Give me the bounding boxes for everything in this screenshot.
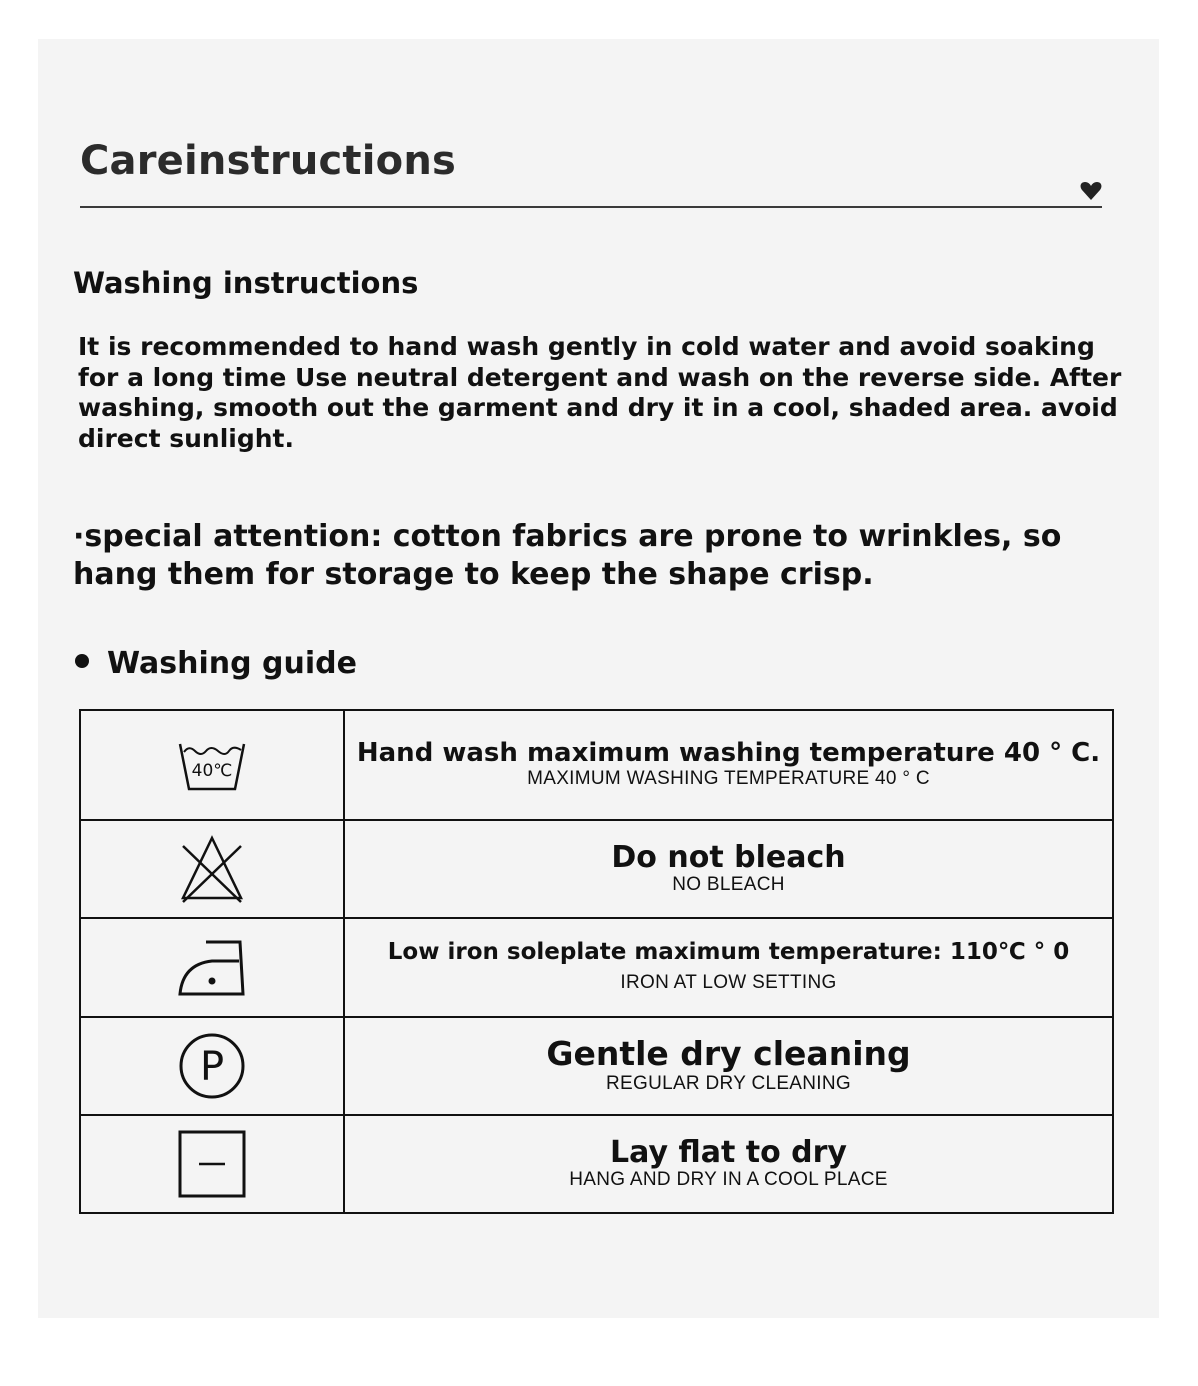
heart-icon (1080, 181, 1102, 201)
title-divider (80, 206, 1102, 208)
care-caption: MAXIMUM WASHING TEMPERATURE 40 ° C (527, 767, 930, 789)
description-cell (344, 710, 1113, 820)
table-row (80, 710, 1113, 820)
description-cell (344, 918, 1113, 1017)
hand-wash-40-icon (177, 736, 247, 794)
description-cell (344, 820, 1113, 918)
care-caption: HANG AND DRY IN A COOL PLACE (569, 1169, 888, 1191)
table-row (80, 1017, 1113, 1115)
icon-cell (80, 1115, 344, 1213)
care-title: Lay flat to dry (610, 1135, 847, 1171)
dry-clean-p-icon (177, 1031, 247, 1101)
description-cell (344, 1115, 1113, 1213)
care-caption: IRON AT LOW SETTING (620, 971, 837, 993)
care-title: Low iron soleplate maximum temperature: 110℃ ° 0 (387, 939, 1070, 966)
icon-cell (80, 820, 344, 918)
table-row (80, 918, 1113, 1017)
icon-temperature-label: 40℃ (191, 761, 233, 781)
lay-flat-dry-icon (177, 1129, 247, 1199)
washing-instructions-heading: Washing instructions (73, 266, 419, 300)
iron-low-icon (176, 937, 248, 999)
table-row (80, 820, 1113, 918)
care-title: Gentle dry cleaning (546, 1034, 911, 1074)
washing-guide-heading: Washing guide (107, 646, 357, 681)
icon-p-label: P (199, 1044, 225, 1090)
icon-cell (80, 1017, 344, 1115)
description-cell (344, 1017, 1113, 1115)
table-row (80, 1115, 1113, 1213)
care-caption: REGULAR DRY CLEANING (606, 1072, 851, 1094)
care-title: Do not bleach (611, 840, 846, 876)
page-title: Careinstructions (80, 138, 457, 184)
icon-cell (80, 918, 344, 1017)
care-title: Hand wash maximum washing temperature 40 ° C. (356, 738, 1101, 769)
washing-instructions-text: It is recommended to hand wash gently in cold water and avoid soaking for a long time Use neutral detergent and wash on the reverse side. After washing, smooth out the garment and dry it in a cool, shaded area. avoid direct sunlight. (78, 332, 1122, 453)
icon-cell (80, 710, 344, 820)
special-attention-note: ·special attention: cotton fabrics are prone to wrinkles, so hang them for storage to keep the shape crisp. (73, 519, 1062, 592)
bullet-icon (75, 654, 89, 668)
no-bleach-icon (179, 834, 245, 904)
care-caption: NO BLEACH (672, 874, 785, 896)
washing-guide-table (79, 709, 1114, 1214)
